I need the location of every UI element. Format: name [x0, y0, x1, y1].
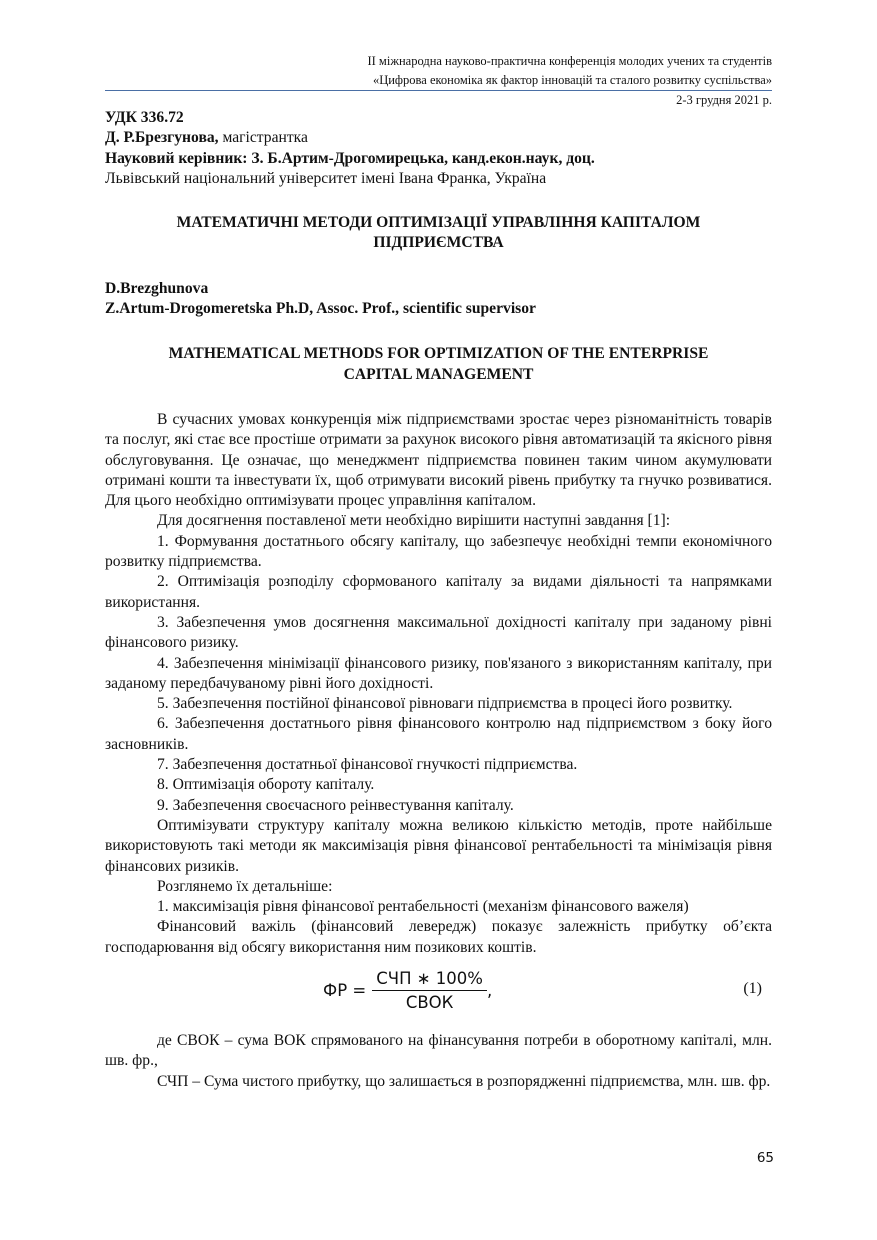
formula-numerator: СЧП ∗ 100% [376, 968, 483, 988]
paragraph-intro: В сучасних умовах конкуренція між підприємствами зростає через різноманітність товарів та послуг, які стає все простіше отримати за рахунок високого рівня автоматизацій та якісного рівня обслуговування. Це означає, що менеджмент підприємства повинен таким чином акумулювати отримані кошти та інвестувати їх, щоб отримувати високий рівень прибутку та гнучко розвиватися. Для цього необхідно оптимізувати процес управління капіталом. [105, 410, 772, 510]
title-ua-line1: МАТЕМАТИЧНІ МЕТОДИ ОПТИМІЗАЦІЇ УПРАВЛІННЯ КАПІТАЛОМ [176, 214, 701, 232]
formula-lhs: ФР = [323, 981, 367, 1001]
paragraph-leverage: Фінансовий важіль (фінансовий левередж) показує залежність прибутку об’єкта господарювання від обсягу використання ним позикових коштів. [105, 918, 772, 956]
author-line [105, 128, 772, 148]
paragraph-tasks-lead: Для досягнення поставленої мети необхідно вирішити наступні завдання [1]: [157, 512, 671, 530]
task-item: 4. Забезпечення мінімізації фінансового ризику, пов'язаного з використанням капіталу, при заданому передбачуваному рівні його дохідності. [105, 654, 772, 692]
paragraph-svok-def: де СВОК – сума ВОК спрямованого на фінансування потреби в оборотному капіталі, млн. шв. фр., [105, 1031, 772, 1070]
university-line: Львівський національний університет імені Івана Франка, Україна [105, 169, 547, 187]
equation-1 [105, 967, 772, 1019]
paragraph-schp-def: СЧП – Сума чистого прибутку, що залишається в розпорядженні підприємства, млн. шв. фр. [157, 1072, 771, 1090]
task-item: 2. Оптимізація розподілу сформованого капіталу за видами діяльності та напрямками використання. [105, 573, 772, 611]
author-role: магістрантка [218, 129, 308, 147]
paragraph-methods: Оптимізувати структуру капіталу можна великою кількістю методів, проте найбільше використовують такі методи як максимізація рівня фінансової рентабельності та мінімізація рівня фінансових ризиків. [105, 816, 772, 875]
conference-header-line2: «Цифрова економіка як фактор інновацій та сталого розвитку суспільства» [372, 73, 772, 87]
formula [323, 969, 492, 1014]
conference-header-line1: II міжнародна науково-практична конференція молодих учених та студентів [367, 54, 772, 68]
title-en-line2: CAPITAL MANAGEMENT [343, 365, 534, 383]
formula-fraction [372, 969, 487, 1014]
title-ua-line2: ПІДПРИЄМСТВА [373, 234, 504, 252]
udk-code: УДК 336.72 [105, 109, 184, 126]
paragraph-method-1: 1. максимізація рівня фінансової рентабельності (механізм фінансового важеля) [157, 898, 689, 916]
task-item: 8. Оптимізація обороту капіталу. [157, 776, 375, 794]
task-item: 1. Формування достатнього обсягу капіталу, що забезпечує необхідні темпи економічного розвитку підприємства. [105, 532, 772, 571]
header-divider [105, 90, 772, 91]
paper-body [105, 108, 772, 1092]
conference-date: 2-3 грудня 2021 р. [676, 93, 772, 107]
author-name: Д. Р.Брезгунова, [105, 129, 219, 147]
task-item: 7. Забезпечення достатньої фінансової гнучкості підприємства. [157, 756, 578, 774]
task-item: 5. Забезпечення постійної фінансової рівноваги підприємства в процесі його розвитку. [157, 695, 733, 713]
formula-denominator: СВОК [372, 990, 487, 1013]
author-en: D.Brezghunova [105, 279, 209, 297]
task-item: 6. Забезпечення достатнього рівня фінансового контролю над підприємством з боку його засновників. [105, 715, 772, 753]
supervisor-en: Z.Artum-Drogomeretska Ph.D, Assoc. Prof., scientific supervisor [105, 300, 536, 318]
task-item: 3. Забезпечення умов досягнення максимальної дохідності капіталу при заданому рівні фінансового ризику. [105, 613, 772, 652]
paragraph-consider: Розглянемо їх детальніше: [157, 877, 333, 895]
title-en-line1: MATHEMATICAL METHODS FOR OPTIMIZATION OF THE ENTERPRISE [168, 345, 709, 363]
equation-number: (1) [743, 979, 762, 997]
supervisor-line: Науковий керівник: З. Б.Артим-Дрогомирецька, канд.екон.наук, доц. [105, 149, 595, 167]
page-number: 65 [756, 1150, 774, 1166]
task-item: 9. Забезпечення своєчасного реінвестування капіталу. [157, 796, 514, 814]
conference-header [367, 52, 772, 90]
formula-comma: , [486, 981, 493, 1001]
